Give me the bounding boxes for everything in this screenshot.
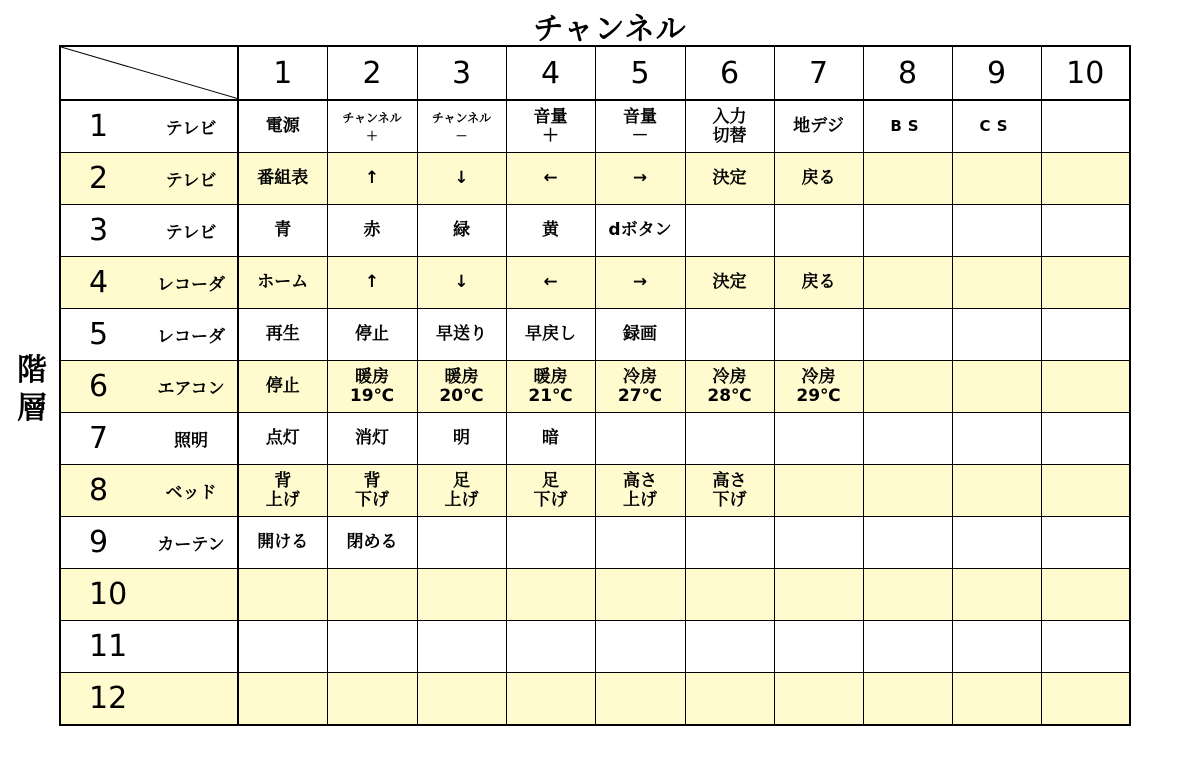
channel-header: 6 xyxy=(685,46,774,100)
command-cell xyxy=(238,673,327,726)
command-cell xyxy=(774,100,863,153)
command-label: 高さ 下げ xyxy=(712,470,747,510)
row-number: 2 xyxy=(60,153,145,205)
device-label xyxy=(145,569,238,621)
hierarchy-axis-label xyxy=(12,352,52,428)
command-cell xyxy=(774,673,863,726)
command-cell xyxy=(417,413,506,465)
command-cell xyxy=(506,309,595,361)
command-label: 足 下げ xyxy=(533,470,568,510)
command-label: 青 xyxy=(274,220,292,240)
command-cell xyxy=(863,569,952,621)
row-number: 3 xyxy=(60,205,145,257)
command-cell xyxy=(1041,361,1130,413)
command-cell xyxy=(417,621,506,673)
channel-header: 4 xyxy=(506,46,595,100)
hierarchy-row xyxy=(60,309,1130,361)
command-cell xyxy=(327,205,417,257)
command-label: 暖房 20℃ xyxy=(439,366,484,406)
command-label: → xyxy=(632,272,648,292)
device-label: ベッド xyxy=(145,465,238,517)
command-cell xyxy=(774,205,863,257)
command-cell xyxy=(417,309,506,361)
command-cell xyxy=(417,465,506,517)
hierarchy-row xyxy=(60,100,1130,153)
command-cell xyxy=(238,621,327,673)
hierarchy-row xyxy=(60,205,1130,257)
command-cell xyxy=(685,465,774,517)
command-cell xyxy=(952,100,1041,153)
command-cell xyxy=(506,569,595,621)
channel-header: 7 xyxy=(774,46,863,100)
channel-header: 10 xyxy=(1041,46,1130,100)
command-cell xyxy=(863,205,952,257)
command-label: ホーム xyxy=(257,272,309,292)
device-label xyxy=(145,621,238,673)
command-cell xyxy=(238,309,327,361)
command-cell xyxy=(506,205,595,257)
command-cell xyxy=(595,569,685,621)
channel-grid xyxy=(59,45,1131,726)
command-label: 冷房 27℃ xyxy=(617,366,663,406)
command-cell xyxy=(685,413,774,465)
command-cell xyxy=(685,361,774,413)
device-label: レコーダ xyxy=(145,309,238,361)
command-cell xyxy=(863,673,952,726)
command-label: 音量 － xyxy=(623,106,657,146)
command-cell xyxy=(417,153,506,205)
command-cell xyxy=(327,413,417,465)
channel-header: 3 xyxy=(417,46,506,100)
command-cell xyxy=(327,517,417,569)
command-label: 入力 切替 xyxy=(712,106,747,146)
command-cell xyxy=(863,361,952,413)
command-cell xyxy=(952,309,1041,361)
command-label: 地デジ xyxy=(793,116,844,136)
command-cell xyxy=(595,673,685,726)
command-cell xyxy=(685,205,774,257)
header-row xyxy=(60,46,1130,100)
command-cell xyxy=(863,621,952,673)
command-cell xyxy=(417,517,506,569)
command-label: 早送り xyxy=(436,324,487,344)
command-cell xyxy=(595,621,685,673)
command-cell xyxy=(952,257,1041,309)
command-cell xyxy=(506,153,595,205)
command-cell xyxy=(506,257,595,309)
command-cell xyxy=(952,413,1041,465)
command-cell xyxy=(327,309,417,361)
command-label: 音量 ＋ xyxy=(533,106,568,146)
command-cell xyxy=(327,673,417,726)
channel-header: 5 xyxy=(595,46,685,100)
command-cell xyxy=(417,361,506,413)
hierarchy-row xyxy=(60,257,1130,309)
row-number: 7 xyxy=(60,413,145,465)
channel-header: 2 xyxy=(327,46,417,100)
command-cell xyxy=(595,205,685,257)
command-cell xyxy=(774,517,863,569)
row-number: 10 xyxy=(60,569,145,621)
command-cell xyxy=(1041,100,1130,153)
command-cell xyxy=(952,569,1041,621)
command-cell xyxy=(595,257,685,309)
command-label: ↑ xyxy=(364,272,380,292)
hierarchy-row xyxy=(60,517,1130,569)
command-cell xyxy=(595,465,685,517)
command-cell xyxy=(685,517,774,569)
command-cell xyxy=(327,100,417,153)
command-label: 電源 xyxy=(265,116,300,136)
command-label: 背 上げ xyxy=(265,470,300,510)
command-label: ↓ xyxy=(454,168,469,188)
command-cell xyxy=(506,361,595,413)
hierarchy-row xyxy=(60,621,1130,673)
command-cell xyxy=(238,100,327,153)
command-label: 再生 xyxy=(265,324,300,344)
command-cell xyxy=(685,153,774,205)
channel-header: 8 xyxy=(863,46,952,100)
command-cell xyxy=(685,621,774,673)
command-cell xyxy=(506,673,595,726)
command-cell xyxy=(952,621,1041,673)
command-cell xyxy=(952,361,1041,413)
command-cell xyxy=(1041,257,1130,309)
command-label: チャンネル ＋ xyxy=(342,110,402,143)
command-label: 録画 xyxy=(623,324,657,344)
command-cell xyxy=(774,257,863,309)
command-cell xyxy=(1041,205,1130,257)
command-cell xyxy=(417,100,506,153)
command-label: 暗 xyxy=(542,428,559,448)
command-label: 高さ 上げ xyxy=(623,470,657,510)
device-label xyxy=(145,673,238,726)
command-cell xyxy=(774,153,863,205)
command-cell xyxy=(506,517,595,569)
hierarchy-row xyxy=(60,569,1130,621)
command-cell xyxy=(952,517,1041,569)
command-cell xyxy=(327,465,417,517)
command-cell xyxy=(863,517,952,569)
command-cell xyxy=(774,465,863,517)
command-label: 明 xyxy=(453,428,470,448)
command-label: 背 下げ xyxy=(355,470,389,510)
command-label: 足 上げ xyxy=(444,470,479,510)
command-cell xyxy=(952,673,1041,726)
command-cell xyxy=(238,257,327,309)
corner-diagonal xyxy=(61,47,238,99)
command-label: ← xyxy=(543,272,558,292)
command-cell xyxy=(1041,413,1130,465)
command-cell xyxy=(595,413,685,465)
command-cell xyxy=(1041,465,1130,517)
command-label: ↑ xyxy=(364,168,380,188)
command-cell xyxy=(863,413,952,465)
command-cell xyxy=(774,413,863,465)
channel-header: 1 xyxy=(238,46,327,100)
command-cell xyxy=(595,153,685,205)
command-cell xyxy=(506,100,595,153)
command-cell xyxy=(595,309,685,361)
hierarchy-row xyxy=(60,465,1130,517)
device-label: テレビ xyxy=(145,205,238,257)
command-cell xyxy=(952,205,1041,257)
command-cell xyxy=(417,673,506,726)
command-cell xyxy=(952,465,1041,517)
command-cell xyxy=(1041,569,1130,621)
command-label: 暖房 19℃ xyxy=(349,366,395,406)
command-cell xyxy=(327,153,417,205)
command-label: ↓ xyxy=(454,272,469,292)
command-cell xyxy=(327,257,417,309)
command-label: → xyxy=(632,168,648,188)
command-label: 点灯 xyxy=(265,428,300,448)
command-cell xyxy=(1041,621,1130,673)
command-cell xyxy=(685,257,774,309)
command-cell xyxy=(863,257,952,309)
command-cell xyxy=(417,205,506,257)
command-cell xyxy=(595,517,685,569)
command-cell xyxy=(952,153,1041,205)
command-cell xyxy=(595,100,685,153)
row-number: 11 xyxy=(60,621,145,673)
command-cell xyxy=(506,413,595,465)
command-cell xyxy=(1041,309,1130,361)
command-cell xyxy=(238,465,327,517)
command-cell xyxy=(685,309,774,361)
device-label: レコーダ xyxy=(145,257,238,309)
command-label: 戻る xyxy=(801,272,836,292)
command-cell xyxy=(863,153,952,205)
command-label: dボタン xyxy=(608,220,672,240)
hierarchy-label-char-2: 層 xyxy=(17,391,47,426)
hierarchy-row xyxy=(60,413,1130,465)
command-cell xyxy=(774,569,863,621)
command-cell xyxy=(238,361,327,413)
command-cell xyxy=(863,465,952,517)
device-label: テレビ xyxy=(145,153,238,205)
hierarchy-row xyxy=(60,361,1130,413)
command-label: 決定 xyxy=(712,272,747,292)
corner-cell xyxy=(60,46,238,100)
command-cell xyxy=(327,621,417,673)
command-label: 開ける xyxy=(257,532,309,552)
command-label: チャンネル － xyxy=(431,110,492,143)
hierarchy-row xyxy=(60,673,1130,726)
table-title: チャンネル xyxy=(533,12,687,47)
command-label: 暖房 21℃ xyxy=(528,366,573,406)
row-number: 12 xyxy=(60,673,145,726)
command-cell xyxy=(863,100,952,153)
command-cell xyxy=(417,257,506,309)
command-label: 停止 xyxy=(265,376,300,396)
command-cell xyxy=(506,465,595,517)
command-cell xyxy=(863,309,952,361)
device-label: 照明 xyxy=(145,413,238,465)
command-cell xyxy=(774,309,863,361)
command-label: 緑 xyxy=(453,220,470,240)
command-cell xyxy=(1041,153,1130,205)
command-cell xyxy=(238,153,327,205)
channel-header: 9 xyxy=(952,46,1041,100)
hierarchy-label-char-1: 階 xyxy=(17,353,47,388)
command-cell xyxy=(327,361,417,413)
command-label: 消灯 xyxy=(355,428,389,448)
command-label: BS xyxy=(890,117,925,135)
device-label: テレビ xyxy=(145,100,238,153)
command-label: 黄 xyxy=(542,220,559,240)
command-cell xyxy=(685,100,774,153)
command-cell xyxy=(774,621,863,673)
command-cell xyxy=(685,569,774,621)
command-label: 停止 xyxy=(355,324,389,344)
row-number: 6 xyxy=(60,361,145,413)
command-cell xyxy=(238,569,327,621)
command-cell xyxy=(595,361,685,413)
command-cell xyxy=(685,673,774,726)
command-cell xyxy=(238,517,327,569)
command-label: 冷房 29℃ xyxy=(796,366,841,406)
command-label: 番組表 xyxy=(257,168,309,188)
command-cell xyxy=(506,621,595,673)
command-label: 戻る xyxy=(801,168,836,188)
command-label: CS xyxy=(979,117,1014,135)
hierarchy-row xyxy=(60,153,1130,205)
row-number: 5 xyxy=(60,309,145,361)
command-label: 決定 xyxy=(712,168,747,188)
row-number: 4 xyxy=(60,257,145,309)
command-label: 冷房 28℃ xyxy=(707,366,752,406)
command-label: 早戻し xyxy=(525,324,576,344)
command-cell xyxy=(1041,673,1130,726)
command-label: ← xyxy=(543,168,558,188)
command-cell xyxy=(238,413,327,465)
device-label: エアコン xyxy=(145,361,238,413)
command-cell xyxy=(417,569,506,621)
row-number: 9 xyxy=(60,517,145,569)
command-cell xyxy=(238,205,327,257)
row-number: 1 xyxy=(60,100,145,153)
command-cell xyxy=(1041,517,1130,569)
command-label: 閉める xyxy=(346,532,398,552)
device-label: カーテン xyxy=(145,517,238,569)
command-label: 赤 xyxy=(363,220,381,240)
command-cell xyxy=(327,569,417,621)
command-cell xyxy=(774,361,863,413)
row-number: 8 xyxy=(60,465,145,517)
